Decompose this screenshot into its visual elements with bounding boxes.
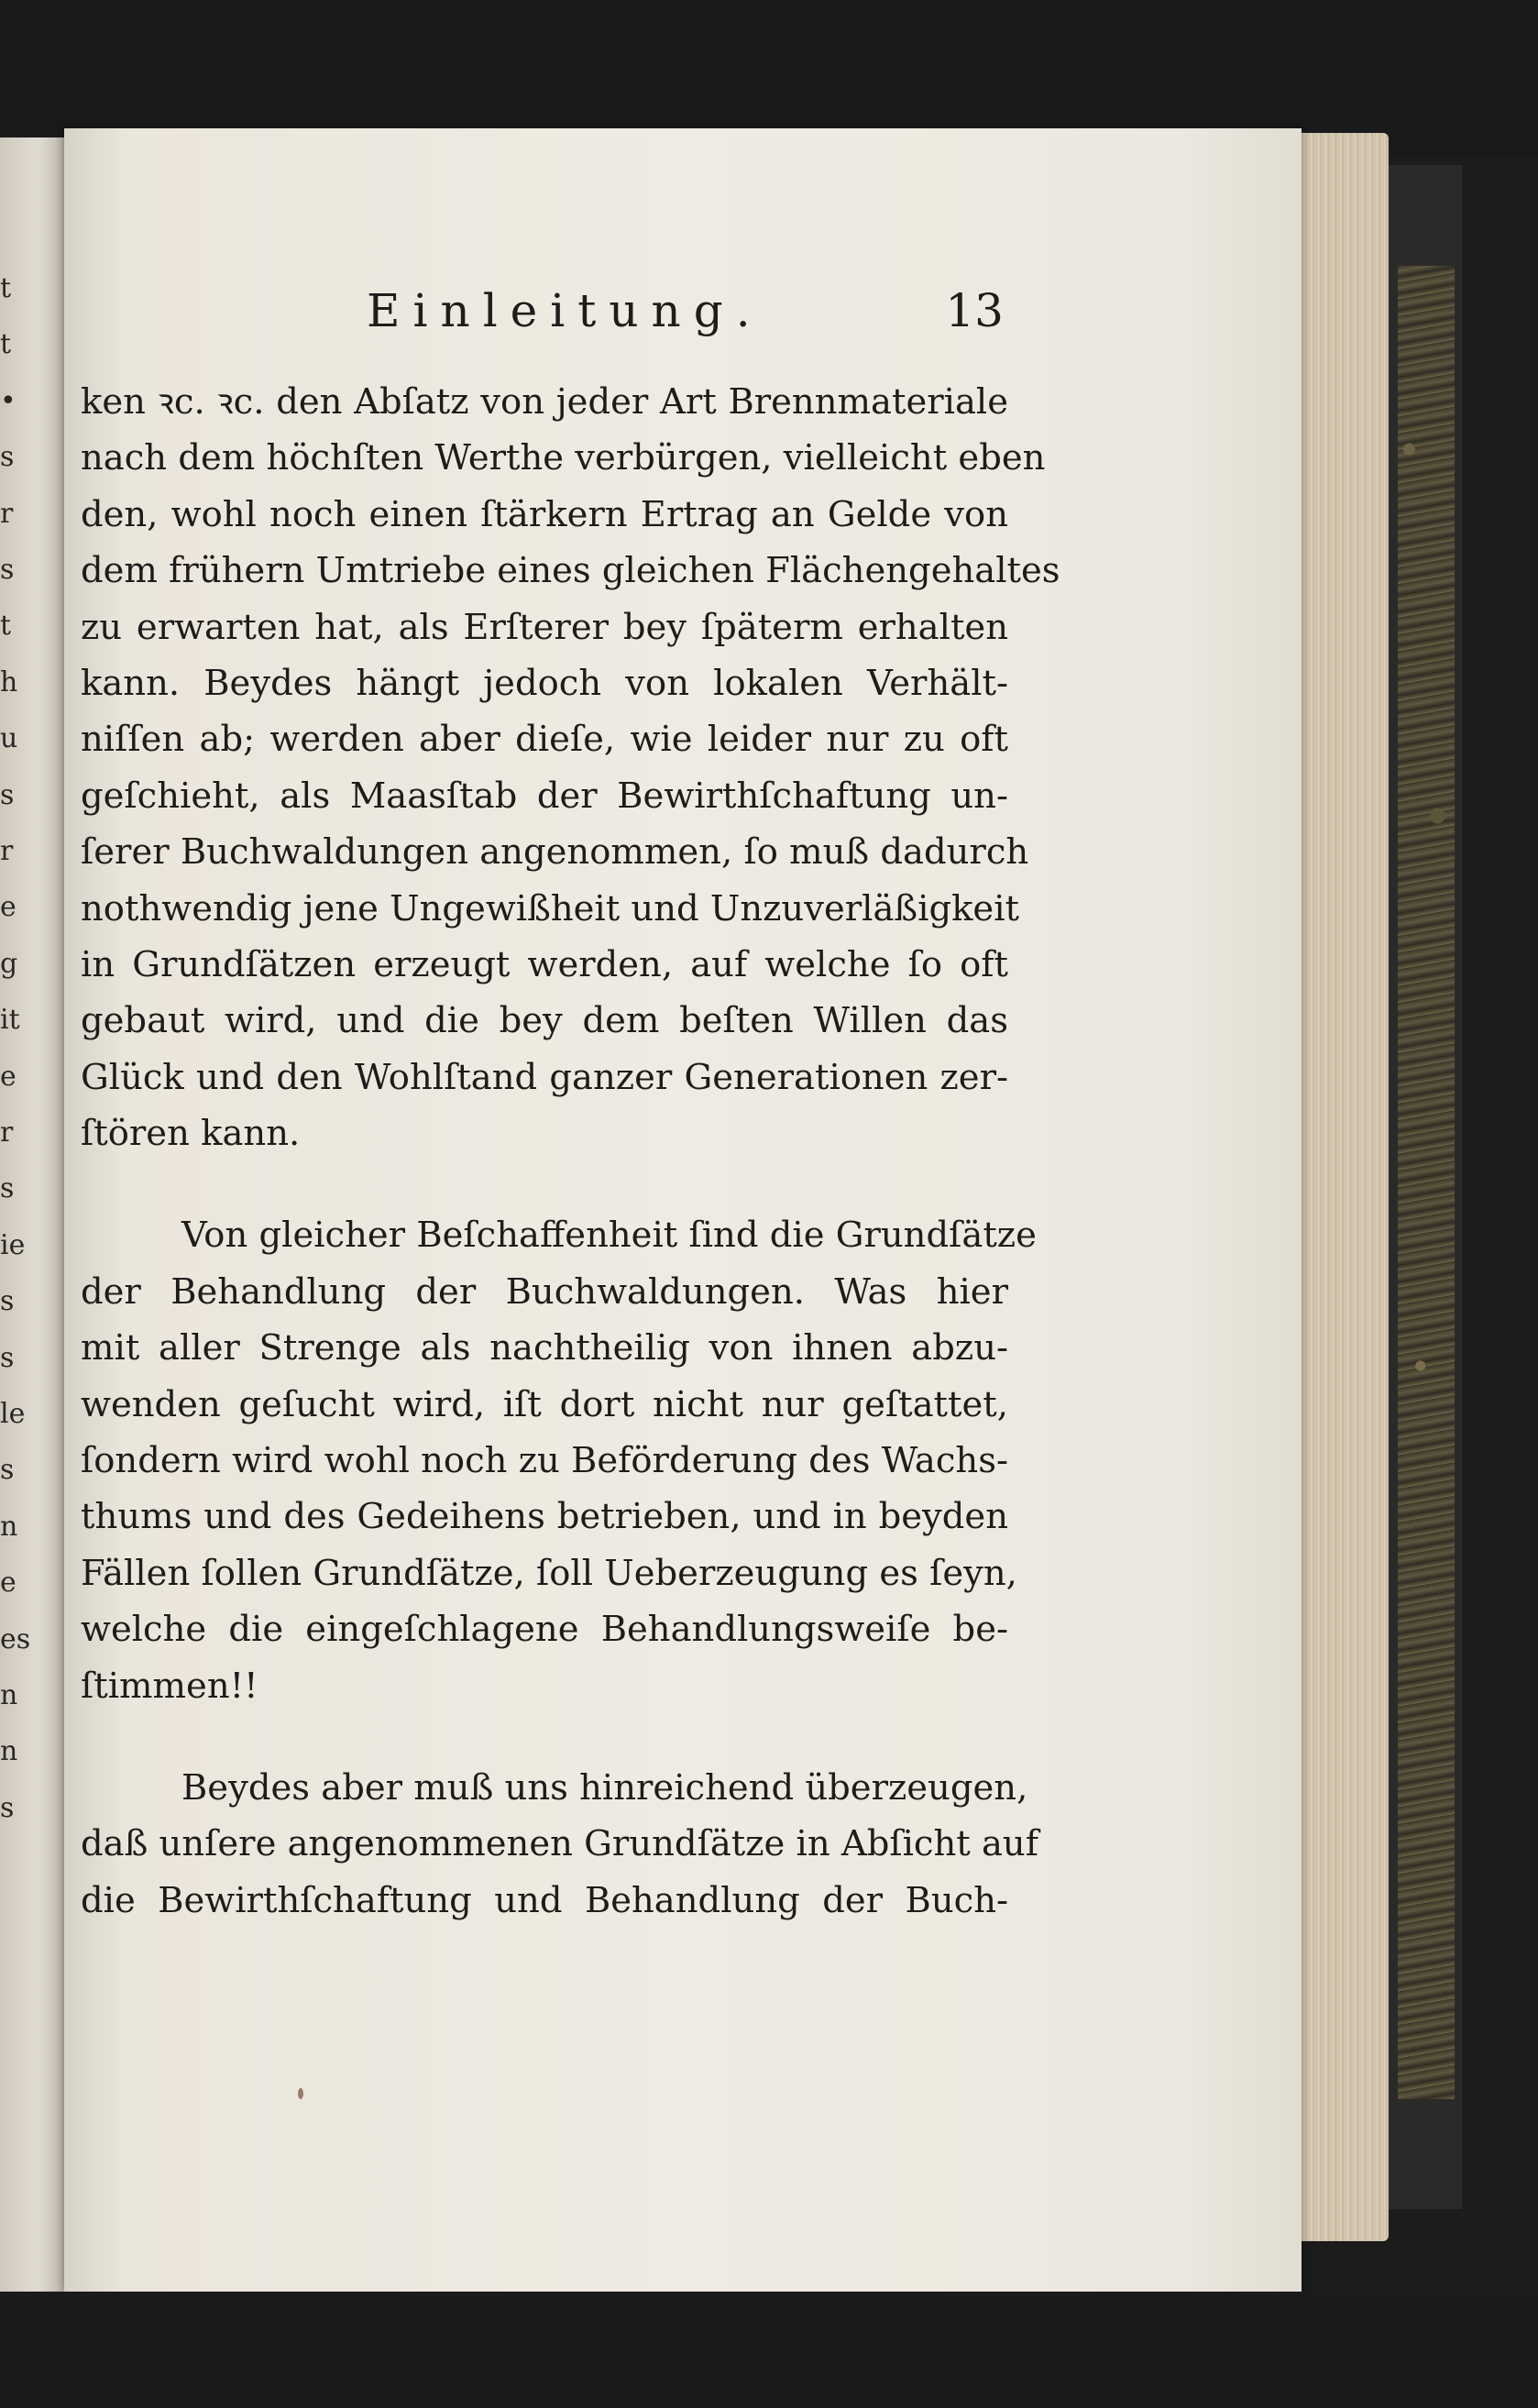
page-number: 13 <box>945 284 1004 337</box>
text-line: nothwendig jene Ungewißheit und Unzuverläßigkeit <box>81 887 1019 929</box>
left-page-fragment: s <box>0 441 15 474</box>
text-line: Glück und den Wohlſtand ganzer Generationen zer- <box>81 1056 1008 1098</box>
left-page-fragment: s <box>0 1341 15 1374</box>
paragraph-gap <box>81 1714 1008 1760</box>
left-page-fragment: h <box>0 665 18 698</box>
text-line: ſtimmen!! <box>81 1665 258 1707</box>
text-line: niſſen ab; werden aber dieſe, wie leider nur zu oft <box>81 719 1008 761</box>
text-line: wenden geſucht wird, iſt dort nicht nur geſtattet, <box>81 1383 1008 1425</box>
text-line: Von gleicher Beſchaffenheit ſind die Grundſätze <box>181 1215 1037 1257</box>
text-line: den, wohl noch einen ſtärkern Ertrag an Gelde von <box>81 493 1008 535</box>
left-page-fragment: n <box>0 1735 18 1768</box>
marbled-endpaper <box>1398 266 1455 2099</box>
text-line: ſerer Buchwaldungen angenommen, ſo muß dadurch <box>81 831 1029 874</box>
left-page-fragment: e <box>0 891 16 924</box>
left-page-fragment: le <box>0 1398 26 1430</box>
left-page-fragment: r <box>0 497 14 530</box>
text-line: daß unſere angenommenen Grundſätze in Abſicht auf <box>81 1823 1038 1865</box>
left-page-fragment: e <box>0 1060 16 1093</box>
text-line: Fällen ſollen Grundſätze, ſoll Ueberzeugung es ſeyn, <box>81 1552 1017 1594</box>
text-line: welche die eingeſchlagene Behandlungsweiſe be- <box>81 1609 1008 1651</box>
text-line: ſondern wird wohl noch zu Beförderung des Wachs- <box>81 1440 1008 1482</box>
left-page-fragment: r <box>0 1116 14 1149</box>
text-line: der Behandlung der Buchwaldungen. Was hier <box>81 1270 1008 1313</box>
body-text <box>81 374 1060 1929</box>
left-page-fragment: s <box>0 1285 15 1318</box>
left-page-fragment: ie <box>0 1228 26 1261</box>
text-line: thums und des Gedeihens betrieben, und in beyden <box>81 1496 1008 1538</box>
left-page-fragment: s <box>0 1454 15 1487</box>
left-page-fragment: it <box>0 1004 20 1037</box>
text-line: mit aller Strenge als nachtheilig von ihnen abzu- <box>81 1327 1008 1369</box>
left-page-fragment: s <box>0 554 15 586</box>
left-page-fragment: s <box>0 1172 15 1205</box>
text-line: nach dem höchſten Werthe verbürgen, vielleicht eben <box>81 437 1046 479</box>
text-line: gebaut wird, und die bey dem beſten Willen das <box>81 1000 1008 1042</box>
text-line: ſtören kann. <box>81 1113 301 1155</box>
adjacent-left-page <box>0 137 64 2374</box>
text-line: zu erwarten hat, als Erſterer bey ſpäterm erhalten <box>81 606 1008 648</box>
text-line: in Grundſätzen erzeugt werden, auf welche ſo oft <box>81 943 1008 985</box>
left-page-fragment: s <box>0 778 15 811</box>
left-page-fragment: e <box>0 1567 16 1600</box>
left-page-fragment: t <box>0 272 12 304</box>
left-page-fragment: s <box>0 1791 15 1824</box>
left-page-fragment: t <box>0 610 12 643</box>
left-page-fragment: g <box>0 947 18 980</box>
paragraph-gap <box>81 1161 1008 1207</box>
text-line: ken ꝛc. ꝛc. den Abſatz von jeder Art Brennmateriale <box>81 381 1008 423</box>
text-line: Beydes aber muß uns hinreichend überzeugen, <box>181 1766 1028 1809</box>
left-page-fragment: n <box>0 1510 18 1543</box>
backdrop-bottom <box>0 2292 1538 2408</box>
left-page-fragment: • <box>0 384 16 417</box>
text-line: die Bewirthſchaftung und Behandlung der Buch- <box>81 1879 1008 1921</box>
running-head: Einleitung. <box>367 284 764 337</box>
text-line: kann. Beydes hängt jedoch von lokalen Verhält- <box>81 662 1008 704</box>
text-line: dem frühern Umtriebe eines gleichen Flächengehaltes <box>81 550 1060 592</box>
left-page-fragment: t <box>0 328 12 361</box>
left-page-fragment: r <box>0 835 14 867</box>
text-line: geſchieht, als Maasſtab der Bewirthſchaftung un- <box>81 775 1008 817</box>
left-page-fragment: n <box>0 1679 18 1711</box>
left-page-fragment: u <box>0 722 18 755</box>
paper-speck <box>298 2088 303 2099</box>
left-page-fragment: es <box>0 1622 31 1655</box>
